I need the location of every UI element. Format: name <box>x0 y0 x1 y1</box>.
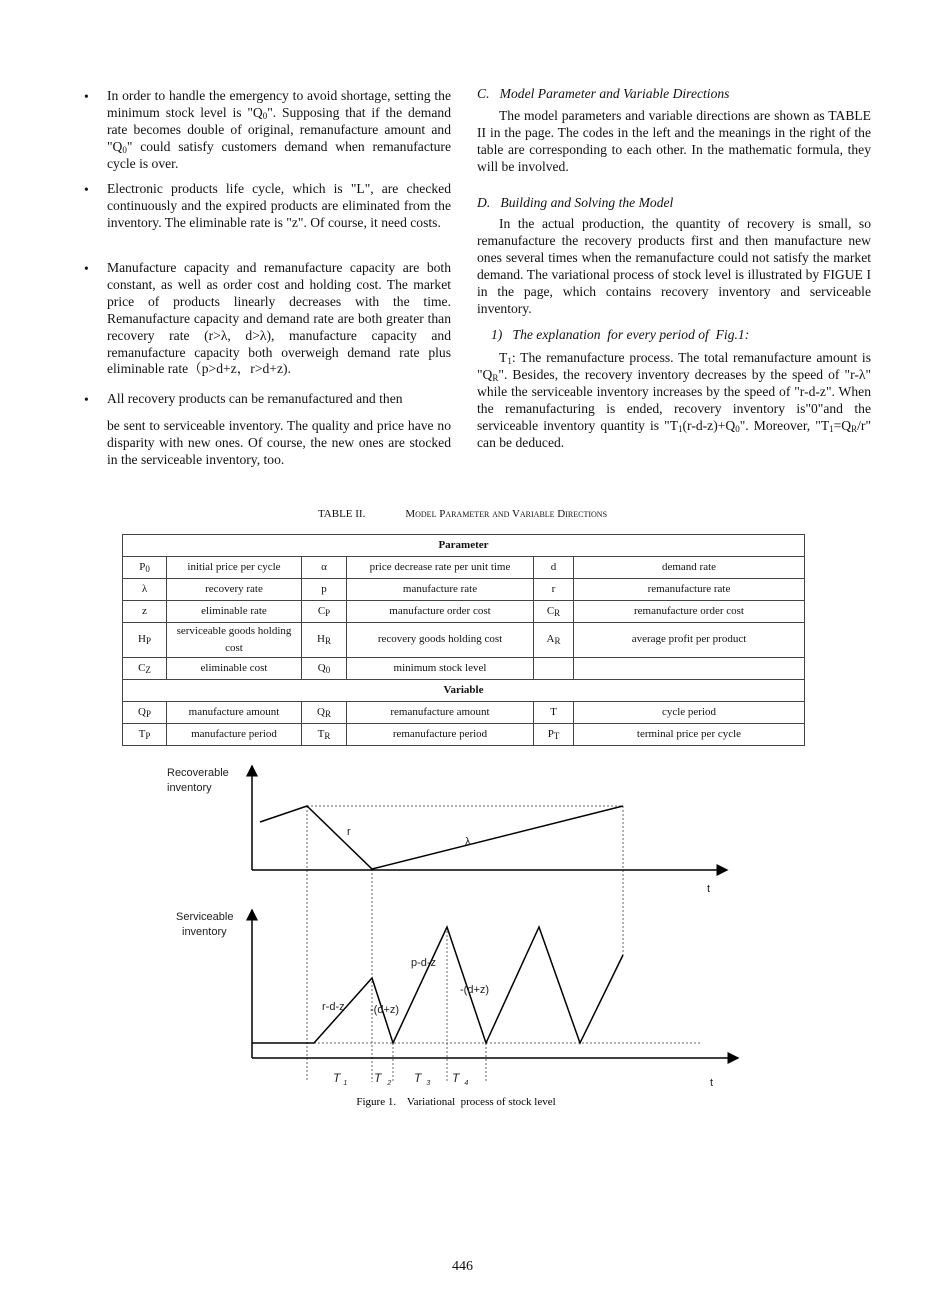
symbol: p <box>321 583 327 596</box>
text: /r" can be deduced. <box>477 417 871 450</box>
symbol: P <box>547 727 554 740</box>
meaning-cell: remanufacture amount <box>347 701 534 723</box>
meaning-cell: initial price per cycle <box>167 557 302 579</box>
rate-pdz-label: p-d-z <box>411 957 437 969</box>
bullet-icon: • <box>84 182 89 197</box>
table-number: TABLE II. <box>317 508 366 520</box>
section-c-paragraph: The model parameters and variable directions are shown as TABLE II in the page. The codes in the left and the meanings in the right of the table are corresponding to each other. In the mathematic formula, they will be involved. <box>477 108 871 174</box>
text: =Q <box>833 417 852 433</box>
symbol: H <box>138 633 146 646</box>
subscript: 0 <box>122 144 127 155</box>
subscript: 0 <box>325 664 331 675</box>
symbol: H <box>317 633 325 646</box>
serviceable-inventory-line <box>252 927 623 1043</box>
meaning-cell: recovery goods holding cost <box>347 623 534 658</box>
meaning-cell: manufacture order cost <box>347 601 534 623</box>
subscript: 1 <box>829 423 834 434</box>
symbol: Q <box>138 705 146 718</box>
text: " could satisfy customers demand when remanufacture cycle is over. <box>107 138 451 171</box>
subscript: R <box>324 730 331 741</box>
symbol: Q <box>317 705 325 718</box>
top-ylabel: Recoverable inventory <box>167 767 229 794</box>
period-labels <box>333 1071 468 1087</box>
assumption-bullet-3: Manufacture capacity and remanufacture capacity are both constant, as well as order cost and holding cost. The market price of products linearly decreases with the time. Remanufacture capacity and demand rate are both greater than recovery rate (r>λ, d>λ), manufacture capacity and remanufacture capacity both overweigh demand rate plus eliminable rate（p>d+z，r>d+z). <box>107 260 451 377</box>
symbol: d <box>550 561 557 574</box>
meaning-cell: remanufacture rate <box>574 579 805 601</box>
assumption-bullet-2: Electronic products life cycle, which is "L", are checked continuously and the expired products are eliminated from the inventory. The eliminable rate is "z". Of course, it need costs. <box>107 181 451 230</box>
subscript: P <box>145 730 151 741</box>
subscript: T <box>553 730 560 741</box>
text: : The remanufacture process. The total remanufacture amount is "Q <box>477 350 899 382</box>
symbol: Q <box>317 661 326 674</box>
rate-dz-label-2: -(d+z) <box>460 984 490 996</box>
table-section-header: Variable <box>123 679 805 701</box>
page-number: 446 <box>452 1259 473 1274</box>
rate-r-label: r <box>347 826 351 838</box>
meaning-cell: eliminable cost <box>167 657 302 679</box>
subscript: 0 <box>145 564 150 575</box>
text: T <box>499 350 508 365</box>
meaning-cell: recovery rate <box>167 579 302 601</box>
rate-lambda-label: λ <box>465 836 471 848</box>
assumption-bullet-4-continued: be sent to serviceable inventory. The quality and price have no disparity with new ones. Of course, the new ones are stocked in the serviceable inventory, too. <box>107 418 451 467</box>
meaning-cell: terminal price per cycle <box>574 723 805 745</box>
symbol: α <box>321 561 327 574</box>
section-d-heading: D. Building and Solving the Model <box>477 195 674 210</box>
bullet-icon: • <box>84 89 89 104</box>
period-t1: T $_1$ <box>333 1071 348 1087</box>
bottom-ylabel: Serviceable inventory <box>176 911 234 938</box>
meaning-cell: remanufacture order cost <box>574 601 805 623</box>
table-title: Model Parameter and Variable Directions <box>405 508 608 520</box>
meaning-cell: cycle period <box>574 701 805 723</box>
symbol: T <box>138 727 146 740</box>
rate-dz-label-1: -(d+z) <box>370 1004 400 1016</box>
symbol: P <box>139 561 146 574</box>
meaning-cell: manufacture amount <box>167 701 302 723</box>
recoverable-inventory-line <box>260 806 623 869</box>
meaning-cell: average profit per product <box>574 623 805 658</box>
subscript: 0 <box>735 423 740 434</box>
text: (r-d-z)+Q <box>682 417 736 433</box>
subscript: R <box>492 372 499 383</box>
symbol: z <box>142 605 147 618</box>
section-d-paragraph: In the actual production, the quantity of recovery is small, so remanufacture the recovery products first and then manufacture new ones several times when the remanufacture could not satisfy the market demand. The variational process of stock level is illustrated by FIGUE I in the page, which contains recovery inventory and serviceable inventory. <box>477 216 871 316</box>
symbol: r <box>551 583 556 596</box>
subscript: P <box>325 608 331 619</box>
meaning-cell: remanufacture period <box>347 723 534 745</box>
symbol: A <box>546 633 555 646</box>
subscript: 1 <box>678 423 683 434</box>
text: ". Moreover, "T <box>739 417 830 433</box>
meaning-cell: price decrease rate per unit time <box>347 557 534 579</box>
period-t2: T $_2$ <box>374 1071 392 1087</box>
text: ". Supposing that if the demand rate becomes double of original, remanufacture amount and "Q <box>107 104 451 154</box>
subscript: R <box>324 708 331 719</box>
meaning-cell: minimum stock level <box>347 657 534 679</box>
text: ". Besides, the recovery inventory decreases by the speed of "r-λ" while the serviceable inventory increases by the speed of "r-d-z". When the remanufacturing is ended, recovery inventory is"0"and the serviceable inventory quantity is "T <box>477 366 871 433</box>
section-c-heading: C. Model Parameter and Variable Directions <box>477 86 730 101</box>
subsection-heading: 1) The explanation for every period of Fig.1: <box>491 327 750 342</box>
table-section-header: Parameter <box>123 535 805 557</box>
period-t3: T $_3$ <box>414 1071 431 1087</box>
subscript: R <box>554 636 561 647</box>
guide-lines <box>307 806 700 1082</box>
meaning-cell: manufacture rate <box>347 579 534 601</box>
bullet-icon: • <box>84 392 89 407</box>
meaning-cell: serviceable goods holding cost <box>167 623 302 658</box>
subscript: 0 <box>262 110 268 121</box>
subscript: R <box>324 636 331 647</box>
rate-rdz-label: r-d-z <box>322 1001 345 1013</box>
symbol: λ <box>141 583 148 596</box>
subscript: 1 <box>507 356 512 366</box>
bullet-icon: • <box>84 261 89 276</box>
symbol: C <box>546 605 555 618</box>
meaning-cell: eliminable rate <box>167 601 302 623</box>
period-t4: T $_4$ <box>452 1071 469 1087</box>
symbol: T <box>317 727 325 740</box>
assumption-bullet-4: All recovery products can be remanufactured and then <box>107 391 403 406</box>
meaning-cell: demand rate <box>574 557 805 579</box>
subscript: R <box>851 423 858 434</box>
subscript: Z <box>145 664 151 675</box>
bottom-t-label: t <box>710 1077 714 1089</box>
subscript: P <box>145 708 151 719</box>
symbol: C <box>138 661 146 674</box>
symbol: C <box>317 605 326 618</box>
top-t-label: t <box>707 883 711 895</box>
subscript: P <box>145 636 151 647</box>
figure-caption: Figure 1. Variational process of stock level <box>356 1096 556 1108</box>
text: In order to handle the emergency to avoid shortage, setting the minimum stock level is "Q <box>107 88 451 120</box>
meaning-cell: manufacture period <box>167 723 302 745</box>
symbol: T <box>550 705 557 718</box>
subscript: R <box>554 608 561 619</box>
